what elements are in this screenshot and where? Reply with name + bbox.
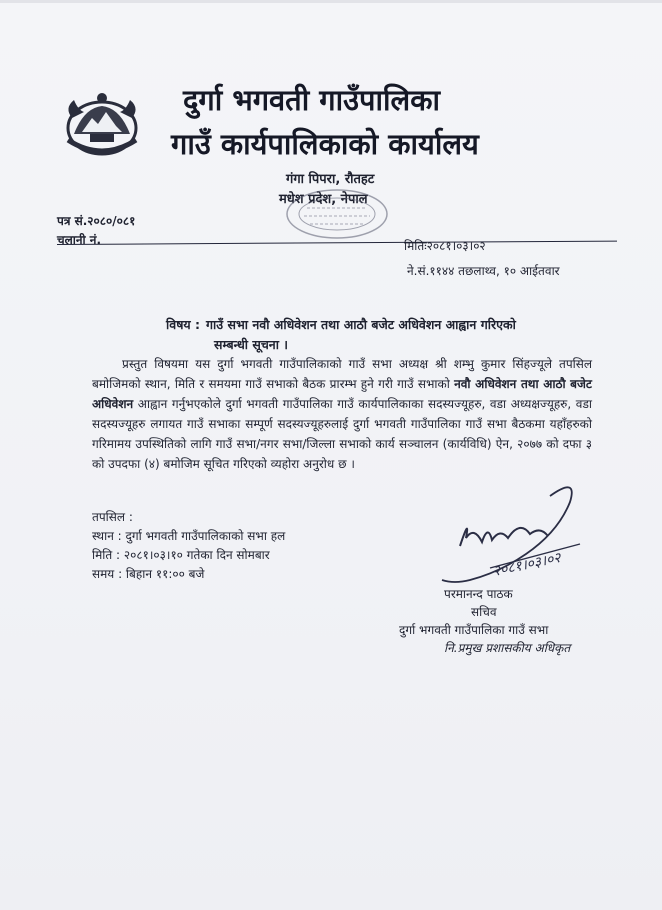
- subject-line-2: सम्बन्धी सूचना ।: [214, 337, 289, 352]
- handwritten-signature-icon: [430, 476, 600, 588]
- office-name: दुर्गा भगवती गाउँपालिका: [183, 83, 440, 117]
- address-line-1: गंगा पिपरा, रौतहट: [286, 172, 375, 187]
- handwritten-date: २०८१।०३।०२: [491, 549, 563, 580]
- body-bold-text: नवौ अधिवेशन तथा आठौ बजेट अधिवेशन: [92, 377, 592, 411]
- letter-number: पत्र सं.२०८०/०८१: [57, 214, 136, 228]
- body-text-1: प्रस्तुत विषयमा यस दुर्गा भगवती गाउँपालिकाको गाउँ सभा अध्यक्ष श्री शम्भु कुमार सिंहज्यूले तपसिल बमोजिमको स्थान, मिति र समयमा गाउँ सभाको बैठक प्रारम्भ हुने गरी गाउँ सभाको: [92, 357, 592, 391]
- signer-body: दुर्गा भगवती गाउँपालिका गाउँ सभा: [399, 623, 549, 637]
- nepal-emblem-icon: [60, 88, 144, 160]
- details-time: समय : बिहान ११:०० बजे: [92, 567, 205, 581]
- office-stamp-icon: [282, 186, 392, 242]
- details-heading: तपसिल :: [92, 510, 133, 524]
- body-paragraph: [92, 354, 592, 474]
- details-block: [92, 508, 285, 584]
- signer-name: परमानन्द पाठक: [444, 587, 513, 601]
- office-subtitle: गाउँ कार्यपालिकाको कार्यालय: [171, 127, 479, 161]
- address-line-2: मधेश प्रदेश, नेपाल: [279, 192, 368, 207]
- subject-line-1: गाउँ सभा नवौ अधिवेशन तथा आठौ बजेट अधिवेशन आह्वान गरिएको: [206, 317, 516, 332]
- body-text-2: आह्वान गर्नुभएकोले दुर्गा भगवती गाउँपालिका गाउँ कार्यपालिकाका सदस्यज्यूहरु, वडा अध्यक्षज्यूहरु, वडा सदस्यज्यूहरु लगायत गाउँ सभाका सम्पूर्ण सदस्यज्यूहरुलाई दुर्गा भगवती गाउँपालिका गाउँ सभा बैठकमा यहाँहरुको गरिमामय उपस्थितिको लागि गाउँ सभा/नगर सभा/जिल्ला सभाको कार्य सञ्चालन (कार्यविधि) ऐन, २०७७ को दफा ३ को उपदफा (४) बमोजिम सूचित गरिएको व्यहोरा अनुरोध छ ।: [92, 397, 592, 471]
- details-date: मिति : २०८१।०३।१० गतेका दिन सोमबार: [92, 548, 270, 562]
- signer-title: नि.प्रमुख प्रशासकीय अधिकृत: [444, 641, 571, 655]
- nepal-sambat-date: ने.सं.११४४ तछलाथ्व, १० आईतवार: [407, 264, 560, 278]
- signer-role: सचिव: [471, 605, 497, 619]
- page-edge: [0, 0, 662, 3]
- dispatch-number: चलानी नं.: [57, 233, 102, 247]
- subject-label: विषय :: [166, 317, 201, 332]
- bs-date: मितिः२०८१।०३।०२: [404, 239, 486, 253]
- details-venue: स्थान : दुर्गा भगवती गाउँपालिकाको सभा हल: [92, 529, 286, 543]
- subject-block: [166, 315, 596, 355]
